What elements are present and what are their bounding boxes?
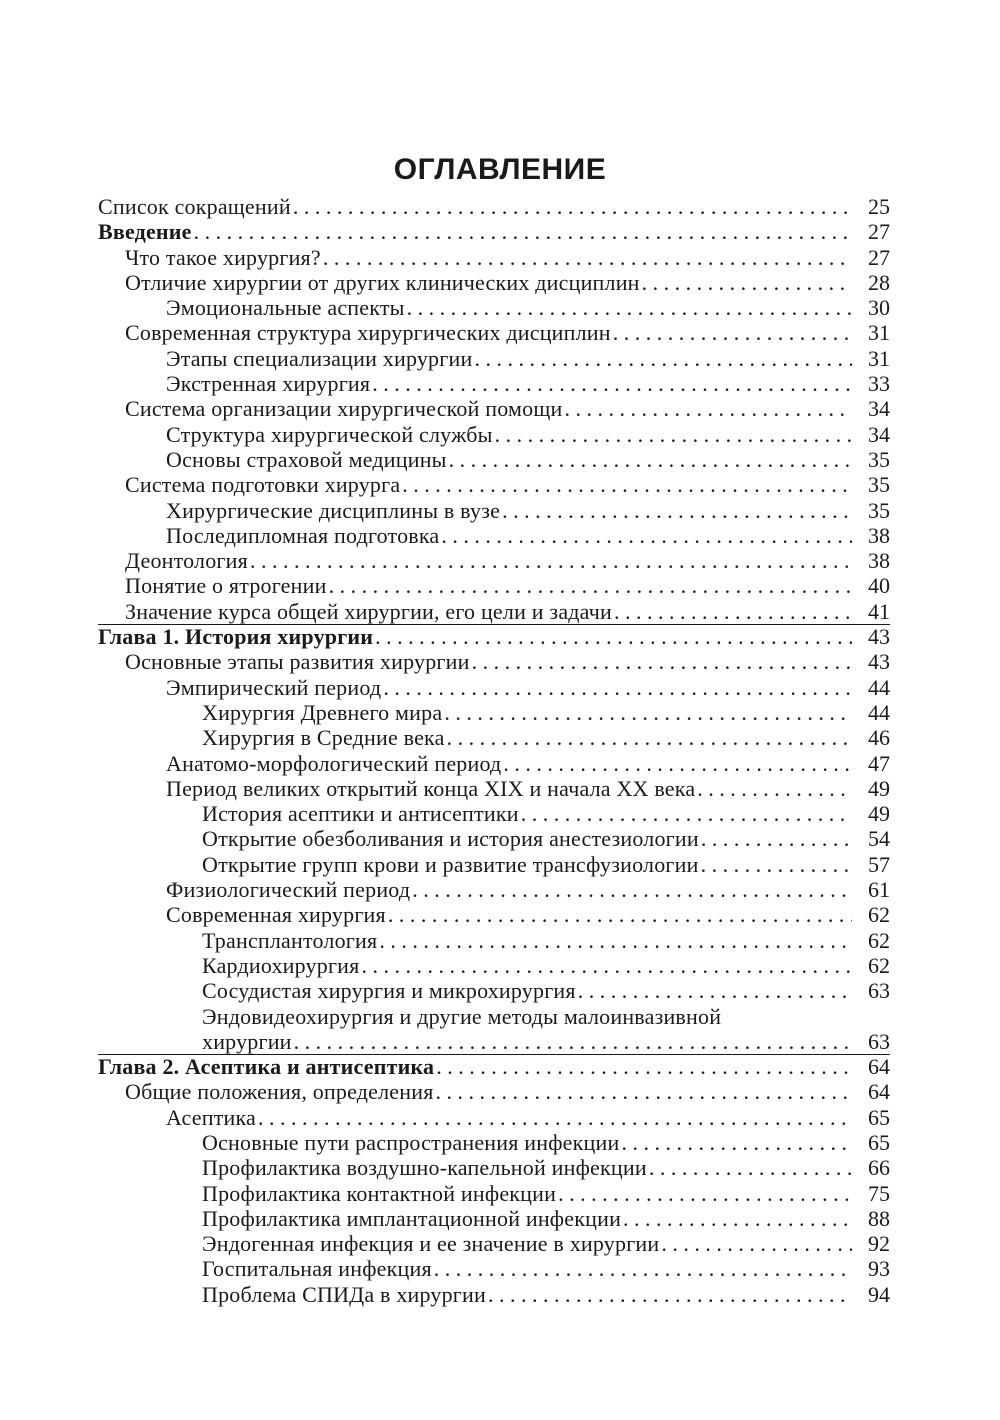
toc-entry-label: Трансплантология: [202, 927, 378, 953]
toc-entry-label: Глава 2. Асептика и антисептика: [98, 1054, 435, 1080]
toc-page-number: 44: [868, 674, 890, 700]
toc-page-number: 31: [868, 345, 890, 371]
dot-leader: [383, 675, 852, 700]
toc-page-number: 43: [868, 649, 890, 675]
toc-entry-label: Открытие групп крови и развитие трансфузиологии: [202, 851, 699, 877]
toc-page-number: 65: [868, 1129, 890, 1155]
toc-entry-label: Хирургические дисциплины в вузе: [166, 497, 501, 523]
toc-page-number: 27: [868, 244, 890, 270]
toc-page-number: 47: [868, 750, 890, 776]
toc-entry[interactable]: [0, 295, 1000, 320]
toc-page-number: 65: [868, 1104, 890, 1130]
toc-page-number: 88: [868, 1205, 890, 1231]
toc-entry[interactable]: [0, 245, 1000, 270]
dot-leader: [495, 422, 852, 447]
toc-entry-label: Период великих открытий конца XIX и начала XX века: [166, 775, 696, 801]
dot-leader: [329, 573, 852, 598]
toc-entry-label: хирургии: [202, 1028, 292, 1054]
toc-page-number: 38: [868, 522, 890, 548]
dot-leader: [521, 801, 852, 826]
toc-page-number: 93: [868, 1256, 890, 1282]
toc-page-number: 46: [868, 725, 890, 751]
toc-page-number: 27: [868, 219, 890, 245]
toc-entry[interactable]: [0, 396, 1000, 421]
toc-entry-label: Современная хирургия: [166, 902, 386, 928]
toc-entry-label: Деонтология: [125, 548, 248, 574]
toc-page-number: 35: [868, 497, 890, 523]
toc-page-number: 35: [868, 446, 890, 472]
toc-entry[interactable]: [0, 371, 1000, 396]
dot-leader: [697, 776, 852, 801]
toc-page-number: 54: [868, 826, 890, 852]
toc-entry[interactable]: [0, 346, 1000, 371]
toc-chapter-entry[interactable]: [0, 219, 1000, 244]
toc-entry[interactable]: [0, 1181, 1000, 1206]
dot-leader: [642, 270, 852, 295]
toc-entry-label: Проблема СПИДа в хирургии: [202, 1281, 486, 1307]
toc-page-number: 34: [868, 396, 890, 422]
dot-leader: [488, 1282, 852, 1307]
toc-entry[interactable]: [0, 1206, 1000, 1231]
toc-entry[interactable]: [0, 1256, 1000, 1281]
dot-leader: [621, 1130, 852, 1155]
dot-leader: [375, 624, 852, 649]
toc-entry[interactable]: [0, 1105, 1000, 1130]
toc-entry-label: Значение курса общей хирургии, его цели и задачи: [125, 598, 612, 624]
toc-page-number: 38: [868, 548, 890, 574]
toc-entry[interactable]: [0, 776, 1000, 801]
dot-leader: [613, 320, 852, 345]
dot-leader: [565, 396, 853, 421]
toc-entry-label: Эмоциональные аспекты: [166, 295, 405, 321]
toc-entry-label: Система организации хирургической помощи: [125, 396, 563, 422]
toc-entry-label: Асептика: [166, 1104, 257, 1130]
toc-page-number: 62: [868, 927, 890, 953]
dot-leader: [388, 902, 852, 927]
toc-entry-label: Профилактика имплантационной инфекции: [202, 1205, 622, 1231]
toc-entry-label: Физиологический период: [166, 877, 411, 903]
toc-entry-label: Экстренная хирургия: [166, 371, 371, 397]
dot-leader: [558, 1181, 852, 1206]
toc-page-number: 44: [868, 699, 890, 725]
toc-entry[interactable]: [0, 194, 1000, 219]
toc-page-number: 49: [868, 775, 890, 801]
toc-entry[interactable]: [0, 725, 1000, 750]
dot-leader: [701, 826, 852, 851]
toc-entry-label: Современная структура хирургических дисциплин: [125, 320, 611, 346]
toc-entry-label: Профилактика воздушно-капельной инфекции: [202, 1155, 647, 1181]
toc-page-number: 62: [868, 952, 890, 978]
dot-leader: [701, 852, 852, 877]
toc-page-number: 64: [868, 1079, 890, 1105]
toc-entry-label: Хирургия Древнего мира: [202, 699, 443, 725]
toc-entry[interactable]: [0, 902, 1000, 927]
toc-entry[interactable]: [0, 1231, 1000, 1256]
toc-entry-label: Этапы специализации хирургии: [166, 345, 473, 371]
dot-leader: [614, 599, 852, 624]
dot-leader: [379, 928, 852, 953]
toc-page-number: 41: [868, 598, 890, 624]
toc-entry[interactable]: [0, 877, 1000, 902]
toc-entry-label: Что такое хирургия?: [125, 244, 321, 270]
toc-page-number: 92: [868, 1231, 890, 1257]
toc-page-number: 94: [868, 1281, 890, 1307]
toc-entry[interactable]: [0, 523, 1000, 548]
toc-entry[interactable]: [0, 1130, 1000, 1155]
toc-page-number: 25: [868, 194, 890, 219]
dot-leader: [434, 1256, 852, 1281]
toc-entry[interactable]: [0, 472, 1000, 497]
toc-chapter-entry[interactable]: [0, 1054, 1000, 1079]
toc-entry[interactable]: [0, 826, 1000, 851]
toc-entry[interactable]: [0, 548, 1000, 573]
toc-entry-label: Введение: [98, 219, 192, 245]
toc-page-number: 57: [868, 851, 890, 877]
toc-page-number: 31: [868, 320, 890, 346]
toc-entry[interactable]: [0, 801, 1000, 826]
dot-leader: [449, 447, 852, 472]
toc-page-number: 63: [868, 1028, 890, 1054]
dot-leader: [361, 953, 852, 978]
toc-page-number: 34: [868, 421, 890, 447]
toc-entry-label: Понятие о ятрогении: [125, 573, 327, 599]
dot-leader: [444, 700, 852, 725]
toc-entry[interactable]: [0, 852, 1000, 877]
toc-entry-label: Эндовидеохирургия и другие методы малоинвазивной: [202, 1003, 722, 1029]
dot-leader: [412, 877, 852, 902]
toc-entry[interactable]: [0, 498, 1000, 523]
toc-entry[interactable]: [0, 447, 1000, 472]
toc-entry-label: Основы страховой медицины: [166, 446, 447, 472]
dot-leader: [441, 523, 852, 548]
toc-entry-label: Госпитальная инфекция: [202, 1256, 432, 1282]
dot-leader: [474, 346, 852, 371]
toc-page-number: 75: [868, 1180, 890, 1206]
toc-entry[interactable]: [0, 320, 1000, 345]
toc-entry[interactable]: [0, 1004, 1000, 1055]
toc-page-number: 28: [868, 269, 890, 295]
dot-leader: [436, 1079, 852, 1104]
dot-leader: [250, 548, 852, 573]
toc-page-number: 62: [868, 902, 890, 928]
toc-page-number: 63: [868, 978, 890, 1004]
toc-page-number: 64: [868, 1054, 890, 1080]
toc-entry-label: Общие положения, определения: [125, 1079, 434, 1105]
toc-entry-label: Открытие обезболивания и история анестезиологии: [202, 826, 699, 852]
toc-entry-label: Структура хирургической службы: [166, 421, 493, 447]
page-title: ОГЛАВЛЕНИЕ: [393, 153, 607, 186]
toc-entry[interactable]: [0, 1079, 1000, 1104]
toc-entry-label: Последипломная подготовка: [166, 522, 440, 548]
dot-leader: [503, 751, 852, 776]
dot-leader: [447, 725, 852, 750]
toc-chapter-entry[interactable]: [0, 624, 1000, 649]
toc-page-number: 33: [868, 371, 890, 397]
toc-entry-label: Список сокращений: [98, 194, 291, 219]
toc-entry-label: Глава 1. История хирургии: [98, 624, 374, 650]
toc-entry[interactable]: [0, 751, 1000, 776]
toc-entry-label: Сосудистая хирургия и микрохирургия: [202, 978, 576, 1004]
toc-entry[interactable]: [0, 573, 1000, 598]
toc-page-number: 49: [868, 801, 890, 827]
toc-page-number: 30: [868, 295, 890, 321]
dot-leader: [623, 1206, 852, 1231]
toc-entry-label: Анатомо-морфологический период: [166, 750, 502, 776]
dot-leader: [293, 194, 852, 219]
toc-page-number: 43: [868, 624, 890, 650]
toc-entry[interactable]: [0, 978, 1000, 1003]
dot-leader: [661, 1231, 852, 1256]
toc-entry[interactable]: [0, 649, 1000, 674]
dot-leader: [402, 472, 852, 497]
toc-entry-label: Основные этапы развития хирургии: [125, 649, 470, 675]
toc-entry-label: Отличие хирургии от других клинических дисциплин: [125, 269, 640, 295]
toc-entry[interactable]: [0, 1155, 1000, 1180]
dot-leader: [407, 295, 852, 320]
toc-page-number: 40: [868, 573, 890, 599]
toc-entry[interactable]: [0, 422, 1000, 447]
dot-leader: [258, 1105, 852, 1130]
toc-entry[interactable]: [0, 1282, 1000, 1307]
toc-entry-label: Основные пути распространения инфекции: [202, 1129, 620, 1155]
toc-page-number: 66: [868, 1155, 890, 1181]
dot-leader: [372, 371, 852, 396]
dot-leader: [194, 219, 852, 244]
toc-page-number: 35: [868, 472, 890, 498]
toc-entry-label: Хирургия в Средние века: [202, 725, 445, 751]
toc-page-number: 61: [868, 877, 890, 903]
toc-entry-label: История асептики и антисептики: [202, 801, 519, 827]
dot-leader: [294, 1029, 852, 1054]
toc-entry[interactable]: [0, 953, 1000, 978]
toc-entry[interactable]: [0, 700, 1000, 725]
toc-entry-label: Система подготовки хирурга: [125, 472, 401, 498]
table-of-contents: [0, 194, 1000, 1307]
toc-entry[interactable]: [0, 928, 1000, 953]
dot-leader: [578, 978, 852, 1003]
toc-entry[interactable]: [0, 675, 1000, 700]
dot-leader: [323, 245, 852, 270]
toc-entry-label: Профилактика контактной инфекции: [202, 1180, 557, 1206]
dot-leader: [649, 1155, 852, 1180]
toc-entry-label: Эмпирический период: [166, 674, 382, 700]
dot-leader: [472, 649, 852, 674]
toc-entry-label: Эндогенная инфекция и ее значение в хирургии: [202, 1231, 660, 1257]
dot-leader: [436, 1054, 852, 1079]
toc-entry[interactable]: [0, 599, 1000, 624]
toc-entry-label: Кардиохирургия: [202, 952, 360, 978]
dot-leader: [502, 498, 852, 523]
toc-entry[interactable]: [0, 270, 1000, 295]
